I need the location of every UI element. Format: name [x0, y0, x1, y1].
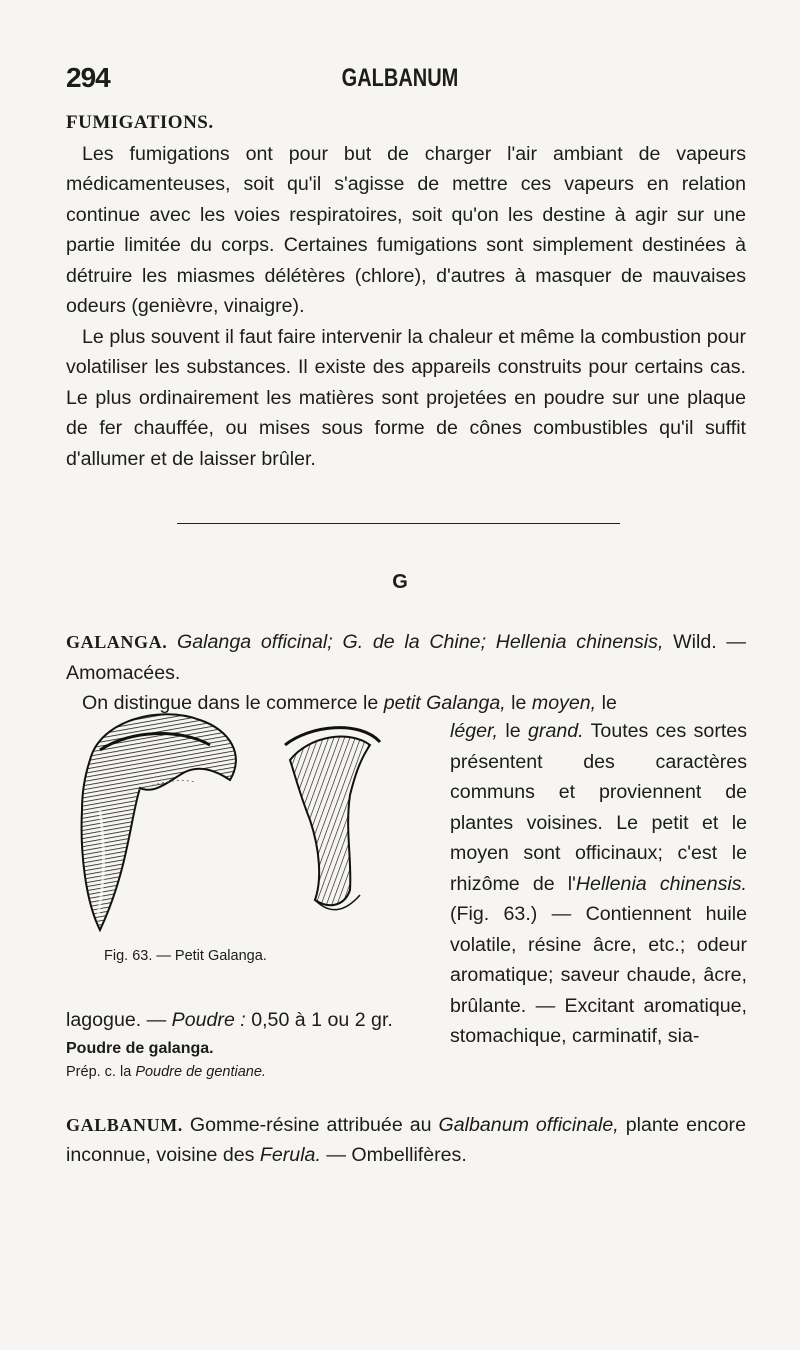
page-header: [66, 62, 734, 96]
galbanum-text-1: Gomme-résine attribuée au: [189, 1114, 432, 1136]
galanga-kind-grand: grand.: [528, 720, 584, 742]
galanga-sep: le: [505, 720, 521, 742]
prep-reference: [66, 1064, 266, 1080]
page-number: 294: [66, 62, 110, 93]
section-letter: G: [392, 571, 408, 593]
galanga-description: [450, 716, 747, 1052]
prep-ref-prefix: Prép. c. la: [66, 1064, 132, 1080]
figure-caption: Fig. 63. — Petit Galanga.: [104, 948, 267, 964]
galanga-kind-leger: léger,: [450, 720, 498, 742]
galbanum-name: GALBANUM.: [66, 1115, 183, 1135]
rhizome-figure: [60, 700, 420, 945]
galanga-intro: On distingue dans le commerce le: [82, 692, 379, 714]
right-rhizome: [285, 728, 380, 910]
rhizome-illustration: [60, 700, 420, 945]
left-rhizome: [82, 714, 236, 930]
galanga-text-3: lagogue. —: [66, 1009, 167, 1031]
dose-label: Poudre :: [171, 1009, 246, 1031]
galanga-dose-line: [66, 1005, 746, 1035]
galbanum-entry: [66, 1110, 746, 1170]
fumigations-paragraph-2: Le plus souvent il faut faire intervenir la chaleur et même la combustion pour volatiliser les substances. Il existe des appareils construits pour certains cas. Le plus ordinairement les matières sont projetées en poudre sur une plaque de fer chauffée, ou mises sous forme de cônes combustibles qu'il suffit d'allumer et de laisser brûler.: [66, 325, 746, 470]
dose-value: 0,50 à 1 ou 2 gr.: [251, 1009, 393, 1031]
galanga-text-2: (Fig. 63.) — Contiennent huile volatile, résine âcre, etc.; odeur aromatique; saveur chaude, âcre, brûlante. — Excitant aromatique, stomachique, carminatif, sia-: [450, 903, 747, 1047]
galanga-name: GALANGA.: [66, 632, 168, 652]
galanga-sep: le: [511, 692, 527, 714]
galbanum-italic-1: Galbanum officinale,: [438, 1114, 619, 1136]
galanga-author: Wild. — Amomacées.: [66, 631, 747, 684]
galbanum-italic-2: Ferula.: [259, 1144, 321, 1166]
fumigations-section: [66, 108, 746, 474]
galanga-text-1: Toutes ces sortes présentent des caractères communs et proviennent de plantes voisines. Le petit et le moyen sont officinaux; c'est le rhizôme de l': [450, 720, 747, 895]
fumigations-title: FUMIGATIONS.: [66, 112, 214, 133]
prep-ref-italic: Poudre de gentiane.: [135, 1064, 266, 1080]
galanga-kind-petit: petit Galanga,: [383, 692, 506, 714]
galanga-kind-moyen: moyen,: [531, 692, 597, 714]
fumigations-paragraph-1: Les fumigations ont pour but de charger l'air ambiant de vapeurs médicamenteuses, soit qu'il s'agisse de mettre ces vapeurs en relation continue avec les voies respiratoires, soit qu'on les destine à agir sur une partie limitée du corps. Certaines fumigations sont simplement destinées à détruire les miasmes délétères (chlore), d'autres à masquer de mauvaises odeurs (genièvre, vinaigre).: [66, 142, 746, 317]
galanga-synonyms: Galanga officinal; G. de la Chine; Hellenia chinensis,: [177, 631, 664, 653]
section-divider: [177, 523, 620, 524]
running-title: GALBANUM: [341, 64, 459, 92]
galanga-hellenia: Hellenia chinensis.: [575, 872, 747, 895]
galanga-sep: le: [601, 692, 617, 714]
galbanum-text-3: — Ombellifères.: [326, 1144, 467, 1166]
prep-title: Poudre de galanga.: [66, 1040, 214, 1057]
galbanum-text-2: plante encore inconnue, voisine des: [66, 1114, 746, 1166]
